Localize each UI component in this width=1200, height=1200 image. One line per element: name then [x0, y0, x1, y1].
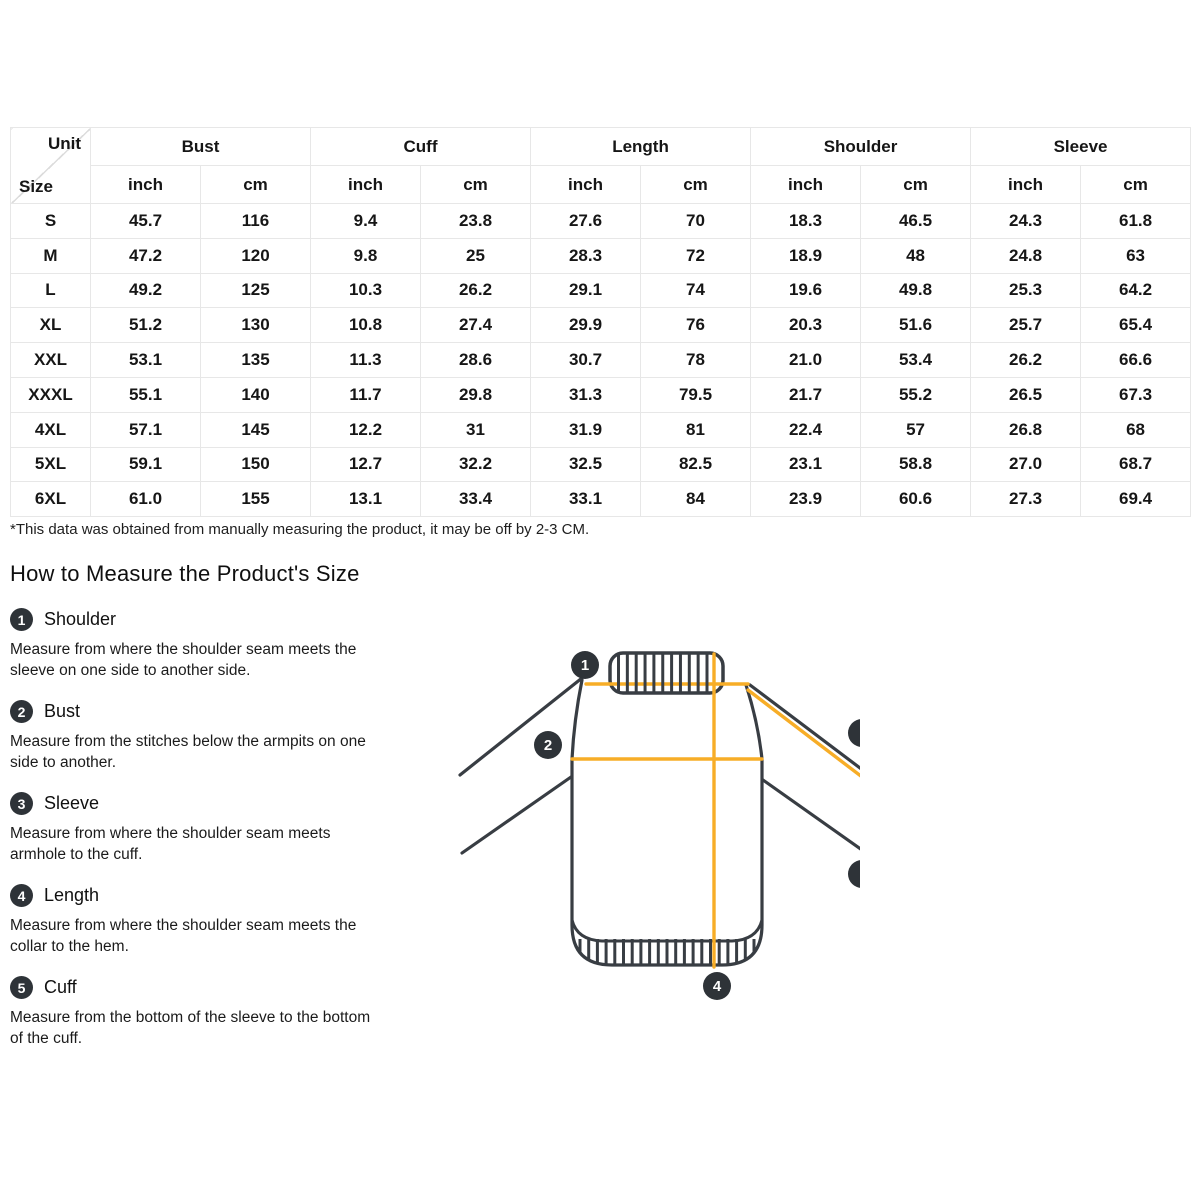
measurement-value: 120 [201, 238, 311, 273]
size-chart-table [10, 127, 1191, 517]
step-number-badge: 1 [10, 608, 33, 631]
step-description: Measure from where the shoulder seam meets the sleeve on one side to another side. [10, 641, 357, 679]
measurement-value: 78 [641, 343, 751, 378]
measurement-value: 76 [641, 308, 751, 343]
measurement-value: 33.1 [531, 482, 641, 517]
measurement-value: 24.8 [971, 238, 1081, 273]
measurement-value: 51.2 [91, 308, 201, 343]
measurement-value: 27.0 [971, 447, 1081, 482]
measurement-value: 51.6 [861, 308, 971, 343]
measurement-value: 72 [641, 238, 751, 273]
measurement-value: 130 [201, 308, 311, 343]
column-header-cuff-inch: inch [311, 166, 421, 204]
diagram-marker [571, 651, 599, 679]
size-row-xxl [11, 343, 1191, 378]
measurement-value: 32.5 [531, 447, 641, 482]
howto-item-header [10, 976, 460, 999]
step-number-badge: 3 [10, 792, 33, 815]
measurement-value: 23.1 [751, 447, 861, 482]
measurement-value: 21.7 [751, 377, 861, 412]
sweater-outline-drawing [430, 610, 860, 1020]
measurement-value: 31.9 [531, 412, 641, 447]
measurement-value: 49.8 [861, 273, 971, 308]
table-header-units-row [11, 166, 1191, 204]
measurement-value: 31.3 [531, 377, 641, 412]
column-group-shoulder: Shoulder [751, 128, 971, 166]
measurement-value: 46.5 [861, 204, 971, 239]
how-to-measure-list [10, 608, 460, 1049]
measurement-value: 60.6 [861, 482, 971, 517]
measurement-value: 29.1 [531, 273, 641, 308]
measurement-value: 28.6 [421, 343, 531, 378]
measurement-value: 10.3 [311, 273, 421, 308]
measurement-value: 21.0 [751, 343, 861, 378]
measurement-value: 155 [201, 482, 311, 517]
measurement-value: 61.8 [1081, 204, 1191, 239]
size-row-xxxl [11, 377, 1191, 412]
measurement-value: 84 [641, 482, 751, 517]
measurement-value: 12.2 [311, 412, 421, 447]
diagram-marker [703, 972, 731, 1000]
column-header-length-inch: inch [531, 166, 641, 204]
measurement-value: 9.4 [311, 204, 421, 239]
measurement-value: 22.4 [751, 412, 861, 447]
column-header-bust-inch: inch [91, 166, 201, 204]
measurement-value: 28.3 [531, 238, 641, 273]
measurement-value: 57 [861, 412, 971, 447]
measurement-value: 53.1 [91, 343, 201, 378]
measurement-value: 10.8 [311, 308, 421, 343]
measurement-value: 29.9 [531, 308, 641, 343]
size-label: S [11, 204, 91, 239]
measurement-value: 145 [201, 412, 311, 447]
how-to-measure-title: How to Measure the Product's Size [10, 561, 360, 586]
measurement-value: 25 [421, 238, 531, 273]
howto-item-header [10, 792, 460, 815]
measurement-value: 23.8 [421, 204, 531, 239]
measurement-value: 27.3 [971, 482, 1081, 517]
column-header-shoulder-inch: inch [751, 166, 861, 204]
measurement-value: 69.4 [1081, 482, 1191, 517]
howto-item-header [10, 884, 460, 907]
measurement-value: 25.7 [971, 308, 1081, 343]
howto-item-length [10, 884, 460, 957]
measurement-value: 20.3 [751, 308, 861, 343]
size-row-5xl [11, 447, 1191, 482]
measurement-value: 64.2 [1081, 273, 1191, 308]
measurement-value: 68 [1081, 412, 1191, 447]
column-group-cuff: Cuff [311, 128, 531, 166]
step-number-badge: 4 [10, 884, 33, 907]
step-description: Measure from where the shoulder seam meets the collar to the hem. [10, 917, 357, 955]
measurement-value: 26.8 [971, 412, 1081, 447]
step-description: Measure from the stitches below the armpits on one side to another. [10, 733, 366, 771]
measurement-value: 18.3 [751, 204, 861, 239]
size-chart-body [11, 204, 1191, 517]
measurement-value: 66.6 [1081, 343, 1191, 378]
step-number-badge: 5 [10, 976, 33, 999]
measurement-disclaimer: *This data was obtained from manually measuring the product, it may be off by 2-3 CM. [10, 521, 590, 538]
size-row-s [11, 204, 1191, 239]
column-header-bust-cm: cm [201, 166, 311, 204]
column-group-bust: Bust [91, 128, 311, 166]
measurement-value: 30.7 [531, 343, 641, 378]
measurement-value: 11.7 [311, 377, 421, 412]
measurement-value: 55.2 [861, 377, 971, 412]
measurement-value: 61.0 [91, 482, 201, 517]
size-label: 4XL [11, 412, 91, 447]
column-header-sleeve-cm: cm [1081, 166, 1191, 204]
how-to-measure-section [10, 561, 460, 1068]
measurement-value: 57.1 [91, 412, 201, 447]
measurement-value: 82.5 [641, 447, 751, 482]
measurement-value: 13.1 [311, 482, 421, 517]
svg-text:2: 2 [543, 737, 553, 755]
column-header-cuff-cm: cm [421, 166, 531, 204]
measurement-value: 47.2 [91, 238, 201, 273]
unit-size-corner-cell [11, 128, 91, 204]
svg-text:4: 4 [712, 978, 722, 996]
measurement-value: 27.4 [421, 308, 531, 343]
howto-item-bust [10, 700, 460, 773]
measurement-value: 53.4 [861, 343, 971, 378]
measurement-value: 70 [641, 204, 751, 239]
column-group-sleeve: Sleeve [971, 128, 1191, 166]
table-header-groups-row [11, 128, 1191, 166]
howto-item-cuff [10, 976, 460, 1049]
measurement-value: 31 [421, 412, 531, 447]
size-row-6xl [11, 482, 1191, 517]
howto-item-header [10, 700, 460, 723]
measurement-value: 23.9 [751, 482, 861, 517]
measurement-value: 125 [201, 273, 311, 308]
step-description: Measure from the bottom of the sleeve to the bottom of the cuff. [10, 1009, 371, 1047]
measurement-value: 81 [641, 412, 751, 447]
size-row-xl [11, 308, 1191, 343]
measurement-value: 55.1 [91, 377, 201, 412]
svg-text:1: 1 [580, 657, 590, 675]
measurement-value: 58.8 [861, 447, 971, 482]
step-label: Bust [44, 701, 81, 721]
measurement-value: 26.5 [971, 377, 1081, 412]
measurement-value: 150 [201, 447, 311, 482]
garment-measurement-diagram [430, 610, 860, 1020]
step-label: Length [44, 885, 100, 905]
step-description: Measure from where the shoulder seam meets armhole to the cuff. [10, 825, 331, 863]
step-label: Shoulder [44, 609, 117, 629]
measurement-value: 26.2 [421, 273, 531, 308]
measurement-value: 29.8 [421, 377, 531, 412]
step-label: Sleeve [44, 793, 100, 813]
step-number-badge: 2 [10, 700, 33, 723]
measurement-value: 9.8 [311, 238, 421, 273]
size-label: L [11, 273, 91, 308]
measurement-value: 74 [641, 273, 751, 308]
size-label: 5XL [11, 447, 91, 482]
measurement-value: 18.9 [751, 238, 861, 273]
measurement-value: 63 [1081, 238, 1191, 273]
measurement-value: 24.3 [971, 204, 1081, 239]
measurement-value: 26.2 [971, 343, 1081, 378]
measurement-value: 79.5 [641, 377, 751, 412]
column-header-shoulder-cm: cm [861, 166, 971, 204]
size-row-l [11, 273, 1191, 308]
size-label: XXL [11, 343, 91, 378]
size-row-4xl [11, 412, 1191, 447]
measurement-value: 140 [201, 377, 311, 412]
column-group-length: Length [531, 128, 751, 166]
measurement-value: 48 [861, 238, 971, 273]
corner-unit-label: Unit [47, 134, 81, 153]
howto-item-sleeve [10, 792, 460, 865]
measurement-value: 135 [201, 343, 311, 378]
corner-size-label: Size [19, 177, 54, 196]
size-row-m [11, 238, 1191, 273]
measurement-value: 25.3 [971, 273, 1081, 308]
diagram-marker [534, 731, 562, 759]
measurement-value: 65.4 [1081, 308, 1191, 343]
howto-item-header [10, 608, 460, 631]
measurement-value: 12.7 [311, 447, 421, 482]
size-label: 6XL [11, 482, 91, 517]
measurement-value: 27.6 [531, 204, 641, 239]
size-label: XL [11, 308, 91, 343]
diagram-marker [848, 719, 860, 747]
measurement-value: 19.6 [751, 273, 861, 308]
measurement-value: 116 [201, 204, 311, 239]
measurement-value: 33.4 [421, 482, 531, 517]
step-label: Cuff [44, 977, 77, 997]
measurement-value: 45.7 [91, 204, 201, 239]
measurement-value: 49.2 [91, 273, 201, 308]
measurement-value: 11.3 [311, 343, 421, 378]
size-label: XXXL [11, 377, 91, 412]
howto-item-shoulder [10, 608, 460, 681]
size-label: M [11, 238, 91, 273]
measurement-value: 32.2 [421, 447, 531, 482]
column-header-length-cm: cm [641, 166, 751, 204]
measurement-value: 59.1 [91, 447, 201, 482]
measurement-value: 68.7 [1081, 447, 1191, 482]
measurement-value: 67.3 [1081, 377, 1191, 412]
diagram-marker [848, 860, 860, 888]
column-header-sleeve-inch: inch [971, 166, 1081, 204]
